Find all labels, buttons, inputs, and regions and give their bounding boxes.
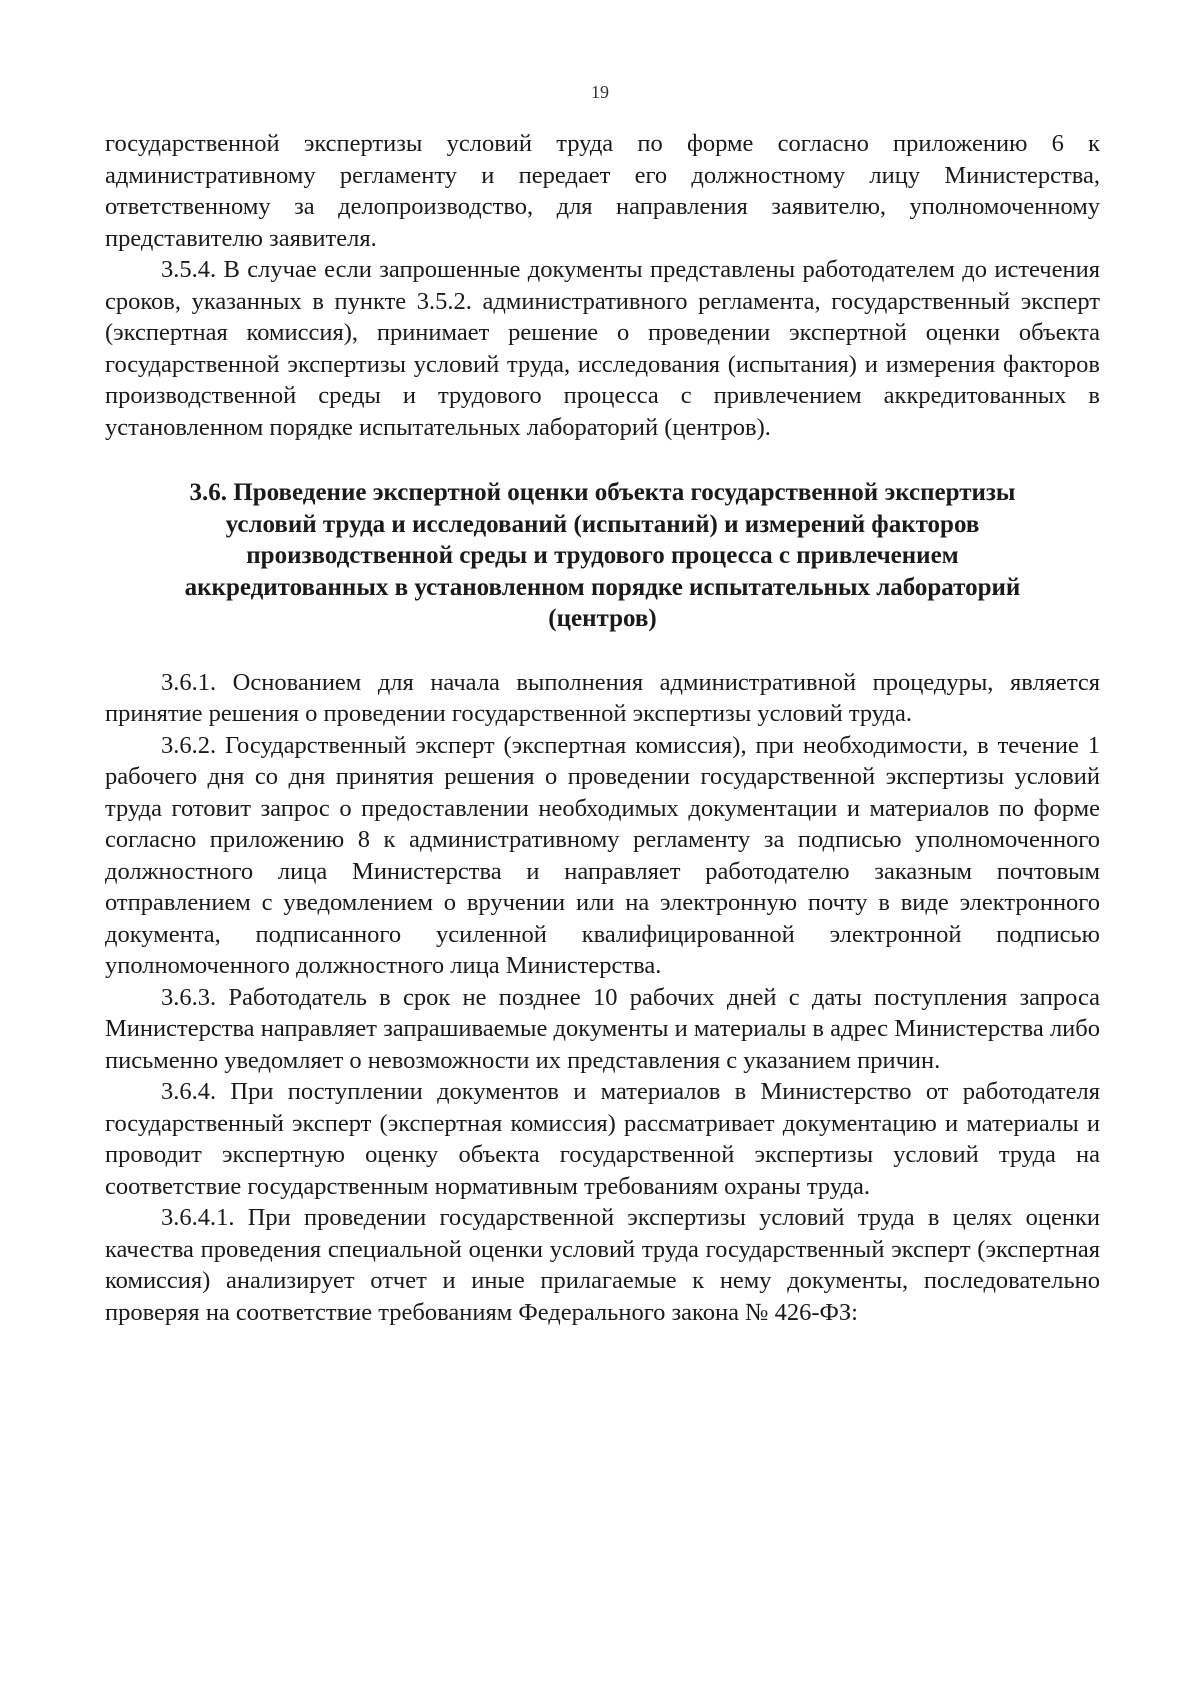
paragraph-3-6-1: 3.6.1. Основанием для начала выполнения административной процедуры, является принятие решения о проведении государственной экспертизы условий труда.	[105, 668, 1100, 727]
document-body	[105, 128, 1100, 1328]
paragraph-3-6-2: 3.6.2. Государственный эксперт (экспертная комиссия), при необходимости, в течение 1 рабочего дня со дня принятия решения о проведении государственной экспертизы условий труда готовит запрос о предоставлении необходимых документации и материалов по форме согласно приложению 8 к административному регламенту за подписью уполномоченного должностного лица Министерства и направляет работодателю заказным почтовым отправлением с уведомлением о вручении или на электронную почту в виде электронного документа, подписанного усиленной квалифицированной электронной подписью уполномоченного должностного лица Министерства.	[105, 731, 1100, 979]
section-heading-3-6: 3.6. Проведение экспертной оценки объекта государственной экспертизы условий труда и исследований (испытаний) и измерений факторов производственной среды и трудового процесса с привлечением аккредитованных в установленном порядке испытательных лабораторий (центров)	[184, 479, 1021, 632]
paragraph-continuation: государственной экспертизы условий труда по форме согласно приложению 6 к административному регламенту и передает его должностному лицу Министерства, ответственному за делопроизводство, для направления заявителю, уполномоченному представителю заявителя.	[105, 130, 1100, 252]
paragraph-3-5-4: 3.5.4. В случае если запрошенные документы представлены работодателем до истечения сроков, указанных в пункте 3.5.2. административного регламента, государственный эксперт (экспертная комиссия), принимает решение о проведении экспертной оценки объекта государственной экспертизы условий труда, исследования (испытания) и измерения факторов производственной среды и трудового процесса с привлечением аккредитованных в установленном порядке испытательных лабораторий (центров).	[105, 256, 1100, 441]
page-number: 19	[591, 82, 609, 102]
paragraph-3-6-4: 3.6.4. При поступлении документов и материалов в Министерство от работодателя государственный эксперт (экспертная комиссия) рассматривает документацию и материалы и проводит экспертную оценку объекта государственной экспертизы условий труда на соответствие государственным нормативным требованиям охраны труда.	[105, 1078, 1100, 1200]
paragraph-3-6-3: 3.6.3. Работодатель в срок не позднее 10 рабочих дней с даты поступления запроса Министерства направляет запрашиваемые документы и материалы в адрес Министерства либо письменно уведомляет о невозможности их представления с указанием причин.	[105, 983, 1100, 1074]
paragraph-3-6-4-1: 3.6.4.1. При проведении государственной экспертизы условий труда в целях оценки качества проведения специальной оценки условий труда государственный эксперт (экспертная комиссия) анализирует отчет и иные прилагаемые к нему документы, последовательно проверяя на соответствие требованиям Федерального закона № 426-ФЗ:	[105, 1204, 1100, 1326]
